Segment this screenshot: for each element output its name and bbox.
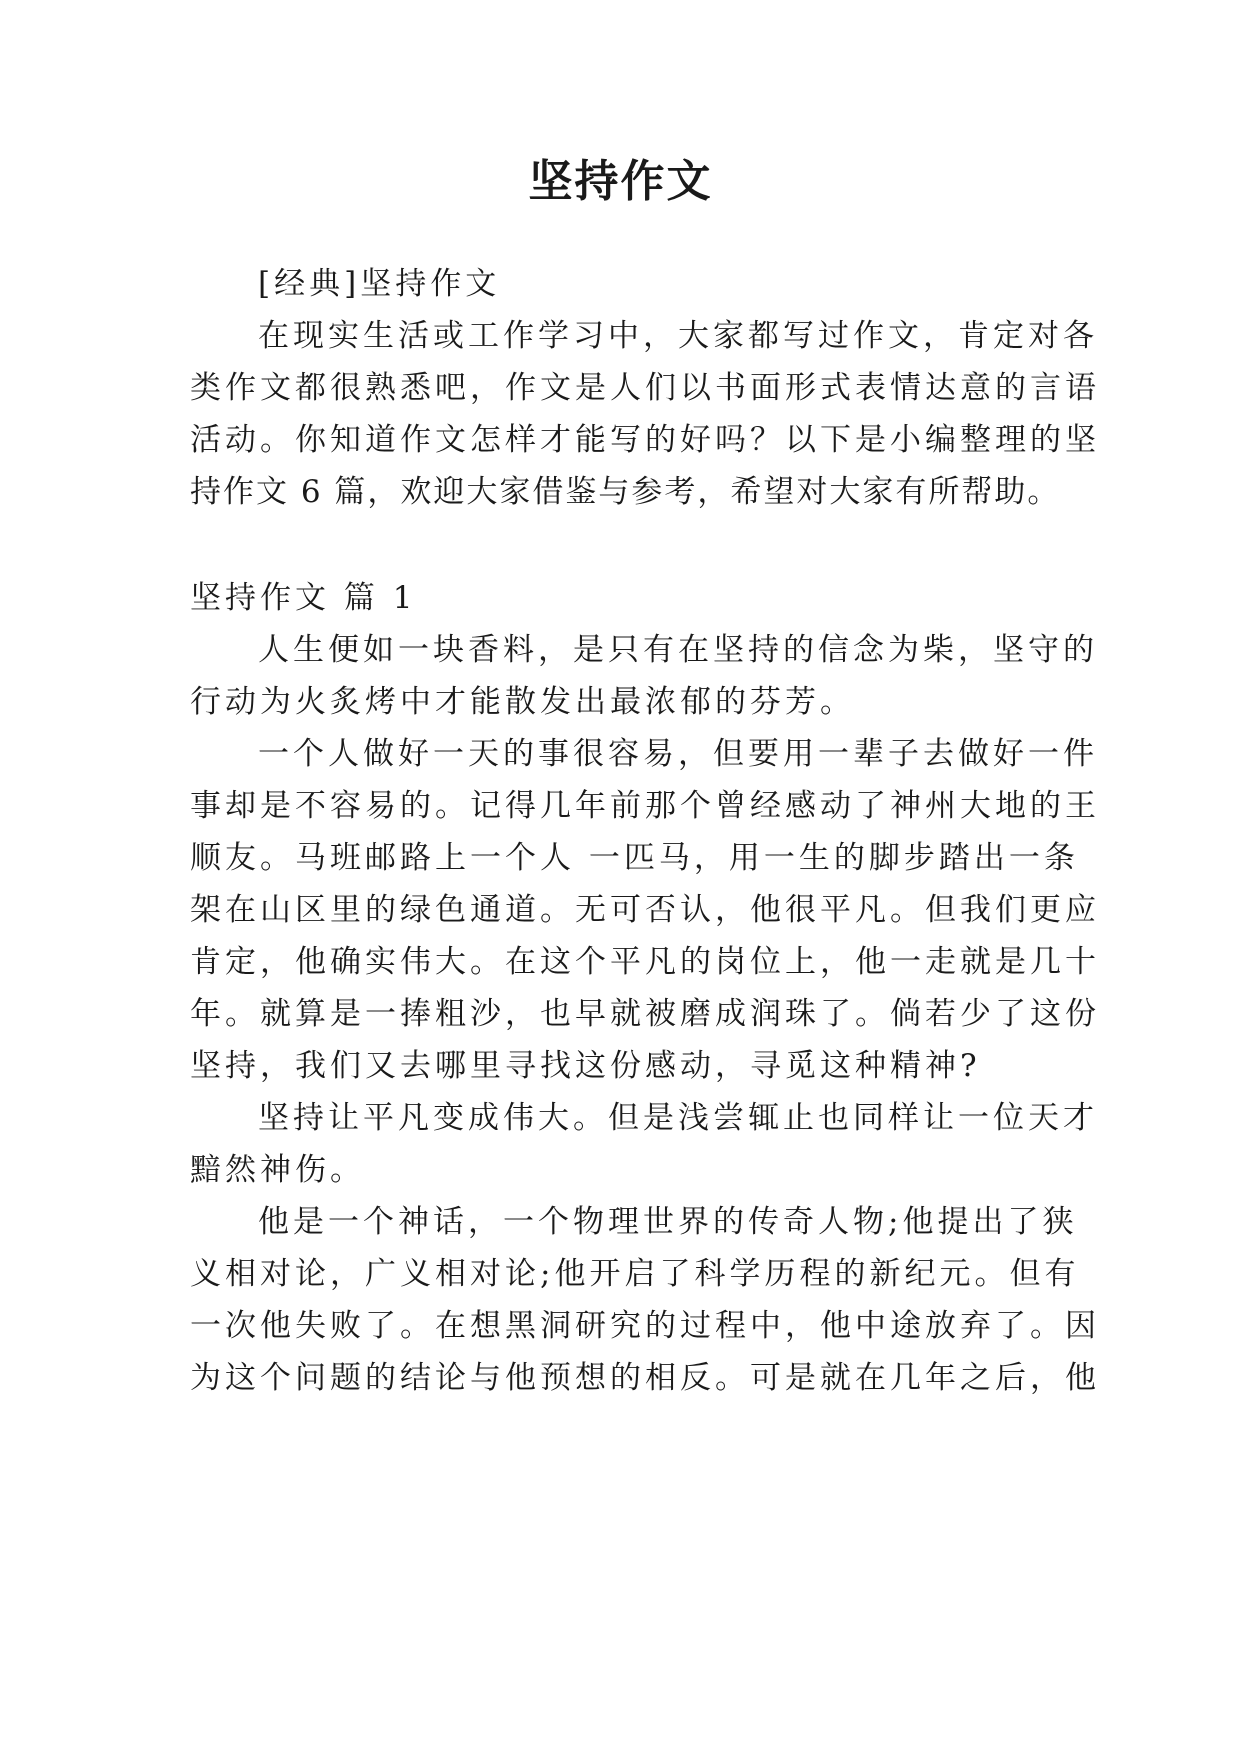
body-line: 年。就算是一捧粗沙，也早就被磨成润珠了。倘若少了这份 xyxy=(190,996,1100,1032)
body-line: 为这个问题的结论与他预想的相反。可是就在几年之后，他 xyxy=(190,1360,1100,1396)
body-line: 义相对论，广义相对论;他开启了科学历程的新纪元。但有 xyxy=(190,1256,1080,1292)
intro-line: 持作文 6 篇，欢迎大家借鉴与参考，希望对大家有所帮助。 xyxy=(190,474,1061,510)
body-line: 顺友。马班邮路上一个人 一匹马，用一生的脚步踏出一条 xyxy=(190,840,1079,876)
section-heading: 坚持作文 篇 1 xyxy=(190,580,417,616)
body-line: 一个人做好一天的事很容易，但要用一辈子去做好一件 xyxy=(258,736,1098,772)
body-line: 黯然神伤。 xyxy=(190,1152,365,1188)
body-line: 坚持让平凡变成伟大。但是浅尝辄止也同样让一位天才 xyxy=(258,1100,1098,1136)
intro-line: 类作文都很熟悉吧，作文是人们以书面形式表情达意的言语 xyxy=(190,370,1100,406)
subtitle: [经典]坚持作文 xyxy=(258,266,501,302)
intro-line: 活动。你知道作文怎样才能写的好吗？以下是小编整理的坚 xyxy=(190,422,1100,458)
body-line: 人生便如一块香料，是只有在坚持的信念为柴，坚守的 xyxy=(258,632,1098,668)
document-title: 坚持作文 xyxy=(528,156,713,207)
body-line: 一次他失败了。在想黑洞研究的过程中，他中途放弃了。因 xyxy=(190,1308,1100,1344)
body-line: 他是一个神话，一个物理世界的传奇人物;他提出了狭 xyxy=(258,1204,1078,1240)
body-line: 架在山区里的绿色通道。无可否认，他很平凡。但我们更应 xyxy=(190,892,1100,928)
body-line: 事却是不容易的。记得几年前那个曾经感动了神州大地的王 xyxy=(190,788,1100,824)
body-line: 肯定，他确实伟大。在这个平凡的岗位上，他一走就是几十 xyxy=(190,944,1100,980)
intro-line: 在现实生活或工作学习中，大家都写过作文，肯定对各 xyxy=(258,318,1098,354)
body-line: 行动为火炙烤中才能散发出最浓郁的芬芳。 xyxy=(190,684,855,720)
body-line: 坚持，我们又去哪里寻找这份感动，寻觅这种精神? xyxy=(190,1048,981,1084)
